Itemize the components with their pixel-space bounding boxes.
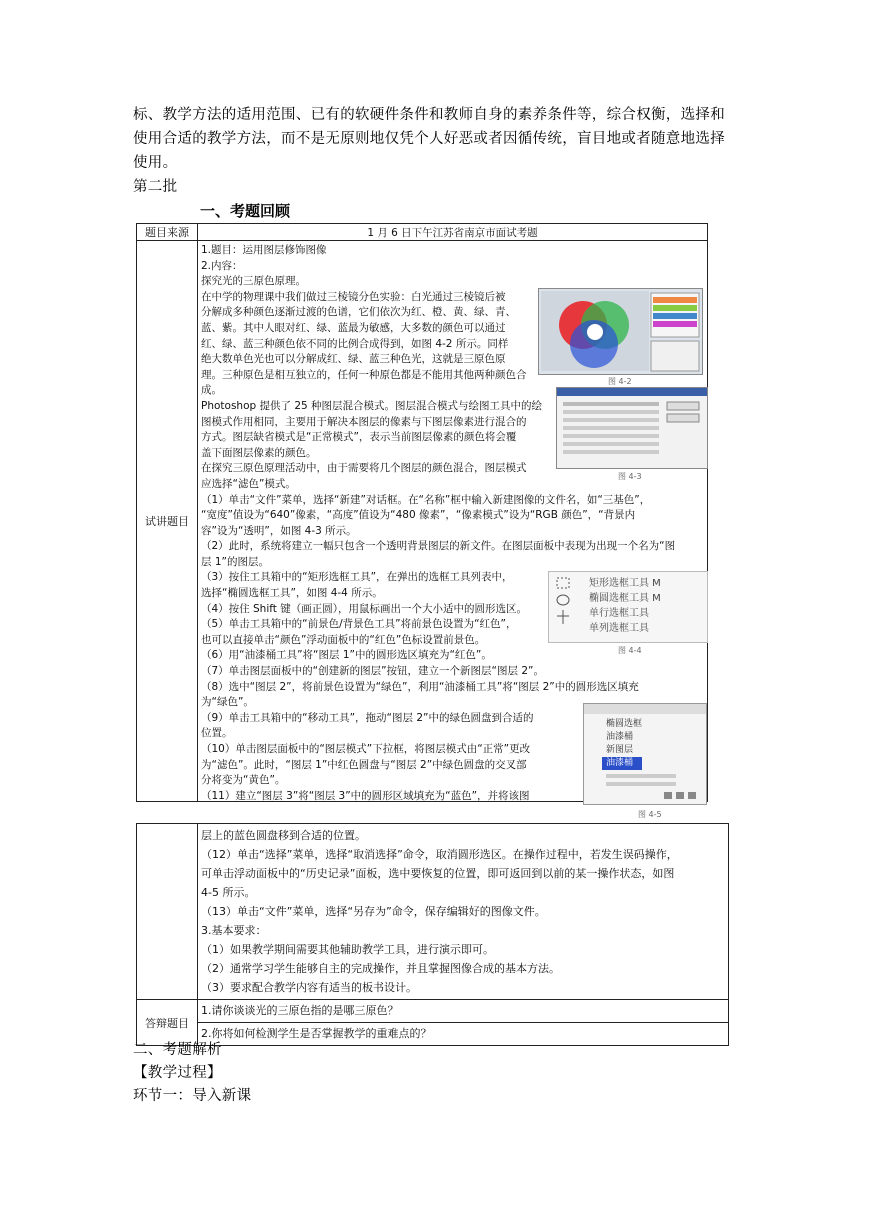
- content-line: 在中学的物理课中我们做过三棱镜分色实验：白光通过三棱镜后被: [201, 290, 506, 303]
- content-line: 理。三种原色是相互独立的，任何一种原色都是不能用其他两种颜色合: [201, 368, 527, 381]
- exam-table-2: [136, 823, 729, 1046]
- content-line: 选择“椭圆选框工具”，如图 4-4 所示。: [201, 587, 383, 600]
- content-line: 成。: [201, 384, 222, 397]
- figure-4-2-caption: 图 4-2: [608, 377, 632, 386]
- content-line: （1）单击“文件”菜单，选择“新建”对话框。在“名称”框中输入新建图像的文件名，如“三基色”，: [201, 493, 651, 506]
- content-line: 层 1”的图层。: [201, 555, 269, 568]
- answer-label: 答辩题目: [137, 1000, 198, 1046]
- content-line: 分将变为“黄色”。: [201, 774, 286, 787]
- history-item: 新图层: [606, 745, 634, 755]
- continued-content: [198, 824, 729, 1000]
- content-line: （1）如果教学期间需要其他辅助教学工具，进行演示即可。: [201, 943, 494, 956]
- figure-4-3-caption: 图 4-3: [618, 472, 642, 481]
- intro-line-1: 标、教学方法的适用范围、已有的软硬件条件和教师自身的素养条件等，综合权衡，选择和: [133, 107, 725, 123]
- content-line: 可单击浮动面板中的“历史记录”面板，选中要恢复的位置，即可返回到以前的某一操作状态，如图: [201, 867, 675, 880]
- content-line: 1.题目：运用图层修饰图像: [201, 244, 327, 256]
- menu-item-col: 单列选框工具: [589, 623, 649, 634]
- figure-4-4-caption: 图 4-4: [618, 646, 642, 655]
- content-line: （13）单击“文件”菜单，选择“另存为”命令，保存编辑好的图像文件。: [201, 905, 546, 918]
- content-line: 应选择“滤色”模式。: [201, 477, 296, 490]
- figure-4-5: [583, 703, 707, 805]
- content-line: 方式。图层缺省模式是“正常模式”，表示当前图层像素的颜色将会覆: [201, 431, 517, 444]
- section1-title: 一、考题回顾: [200, 202, 291, 220]
- content-line: 图模式作用相同，主要用于解决本图层的像素与下图层像素进行混合的: [201, 415, 527, 428]
- content-line: （12）单击“选择”菜单，选择“取消选择”命令，取消圆形选区。在操作过程中，若发生误码操作，: [201, 848, 678, 861]
- step1-label: 环节一：导入新课: [133, 1088, 252, 1104]
- new-file-dialog-graphic: [557, 388, 707, 468]
- content-line: 也可以直接单击“颜色”浮动面板中的“红色”色标设置前景色。: [201, 633, 486, 646]
- lecture-content: [198, 241, 708, 819]
- content-line: （6）用“油漆桶工具”将“图层 1”中的圆形选区填充为“红色”。: [201, 649, 492, 662]
- menu-item-ellipse: 椭圆选框工具 M: [589, 593, 661, 604]
- content-line: 红、绿、蓝三种颜色依不同的比例合成得到，如图 4-2 所示。同样: [201, 337, 509, 350]
- menu-item-rect: 矩形选框工具 M: [589, 578, 661, 589]
- content-line: 位置。: [201, 727, 233, 740]
- content-line: （3）要求配合教学内容有适当的板书设计。: [201, 981, 417, 994]
- intro-line-3: 使用。: [133, 155, 178, 171]
- content-line: 在探究三原色原理活动中，由于需要将几个图层的颜色混合，图层模式: [201, 462, 527, 475]
- content-line: 为“滤色”。此时，“图层 1”中红色圆盘与“图层 2”中绿色圆盘的交叉部: [201, 758, 527, 771]
- content-line: （8）选中“图层 2”，将前景色设置为“绿色”，利用“油漆桶工具”将“图层 2”中的圆形选区填充: [201, 680, 639, 693]
- content-line: 盖下面图层像素的颜色。: [201, 446, 317, 459]
- content-line: （5）单击工具箱中的“前景色/背景色工具”将前景色设置为“红色”，: [201, 618, 517, 631]
- content-line: 2.内容：: [201, 259, 243, 272]
- content-line: （2）通常学习学生能够自主的完成操作，并且掌握图像合成的基本方法。: [201, 962, 560, 975]
- content-line: 为“绿色”。: [201, 696, 254, 709]
- batch-label: 第二批: [133, 179, 178, 195]
- content-line: （9）单击工具箱中的“移动工具”，拖动“图层 2”中的绿色圆盘到合适的: [201, 711, 534, 724]
- content-line: “宽度”值设为“640”像素，“高度”值设为“480 像素”，“像素模式”设为“RGB 颜色”，“背景内: [201, 509, 636, 522]
- answer-2: 2.你将如何检测学生是否掌握教学的重难点的？: [201, 1027, 432, 1040]
- content-line: （4）按住 Shift 键（画正圆），用鼠标画出一个大小适中的圆形选区。: [201, 602, 527, 615]
- history-item: 椭圆选框: [606, 719, 643, 729]
- figure-4-5-caption: 图 4-5: [638, 810, 662, 819]
- content-line: （11）建立“图层 3”将“图层 3”中的圆形区域填充为“蓝色”，并将该图: [201, 789, 530, 802]
- rgb-circles-graphic: [539, 289, 702, 374]
- content-line: 探究光的三原色原理。: [201, 275, 306, 288]
- content-line: 蓝、紫。其中人眼对红、绿、蓝最为敏感，大多数的颜色可以通过: [201, 321, 506, 334]
- lecture-label: 试讲题目: [137, 241, 198, 802]
- content-line: Photoshop 提供了 25 种图层混合模式。图层混合模式与绘图工具中的绘: [201, 399, 543, 412]
- history-panel-graphic: [584, 704, 706, 804]
- history-item: 油漆桶: [606, 732, 634, 742]
- content-line: （7）单击图层面板中的“创建新的图层”按钮，建立一个新图层“图层 2”。: [201, 665, 544, 678]
- content-line: （3）按住工具箱中的“矩形选框工具”，在弹出的选框工具列表中，: [201, 571, 513, 584]
- content-line: 4-5 所示。: [201, 886, 256, 899]
- marquee-menu: [589, 576, 661, 636]
- source-label: 题目来源: [137, 224, 198, 241]
- exam-table-1: [136, 223, 708, 819]
- source-value: 1 月 6 日下午江苏省南京市面试考题: [198, 224, 708, 241]
- figure-4-3: [556, 387, 708, 469]
- content-line: 绝大数单色光也可以分解成红、绿、蓝三种色光，这就是三原色原: [201, 353, 506, 366]
- menu-item-row: 单行选框工具: [589, 608, 649, 619]
- process-label: 【教学过程】: [133, 1065, 222, 1081]
- intro-line-2: 使用合适的教学方法，而不是无原则地仅凭个人好恶或者因循传统，盲目地或者随意地选择: [133, 131, 725, 147]
- content-line: 分解成多种颜色逐渐过渡的色谱，它们依次为红、橙、黄、绿、青、: [201, 306, 516, 319]
- figure-4-4: [548, 571, 708, 643]
- content-line: 层上的蓝色圆盘移到合适的位置。: [201, 829, 366, 842]
- content-line: 3.基本要求：: [201, 924, 267, 937]
- continued-label-cell: [137, 824, 198, 1000]
- section2-title: 二、考题解析: [133, 1042, 222, 1058]
- answer-1: 1.请你谈谈光的三原色指的是哪三原色？: [198, 1000, 728, 1023]
- history-item-selected: 油漆桶: [602, 757, 642, 770]
- toolbox-icon: [551, 572, 587, 642]
- content-line: （2）此时，系统将建立一幅只包含一个透明背景图层的新文件。在图层面板中表现为出现一个名为“图: [201, 540, 676, 553]
- figure-4-2: [538, 288, 703, 375]
- content-line: 容”设为“透明”，如图 4-3 所示。: [201, 524, 357, 537]
- content-line: （10）单击图层面板中的“图层模式”下拉框，将图层模式由“正常”更改: [201, 743, 531, 755]
